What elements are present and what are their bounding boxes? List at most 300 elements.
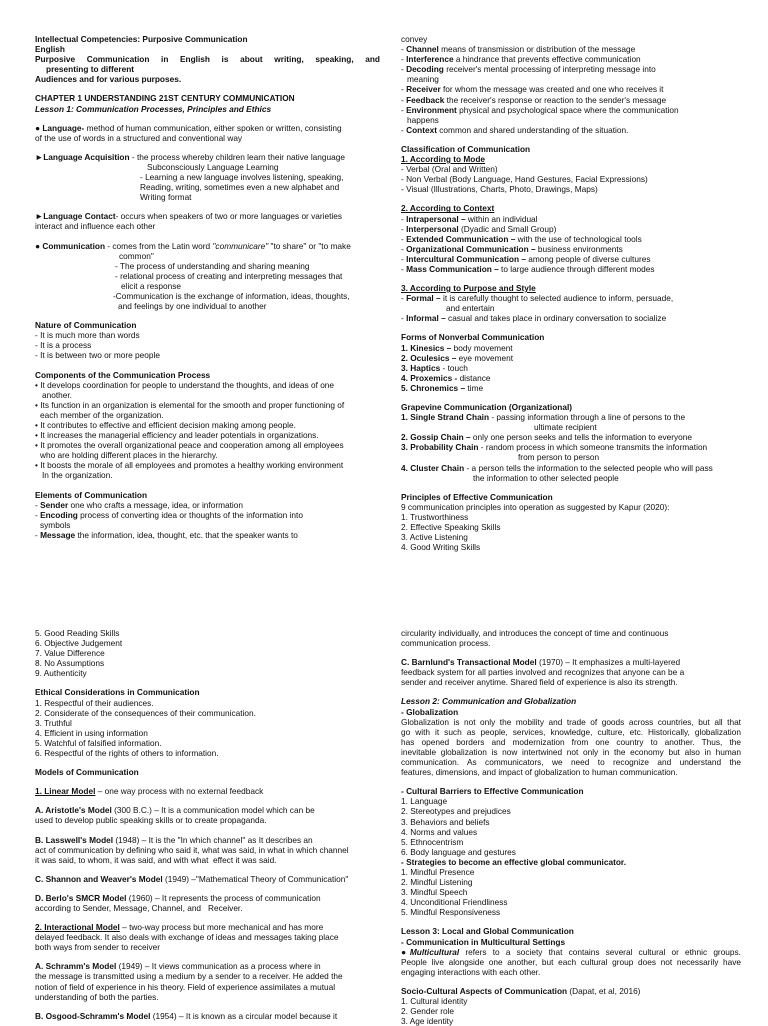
- text-run: (Dyadic and Small Group): [458, 223, 557, 234]
- text-line: [401, 532, 741, 542]
- text-line: [401, 84, 741, 94]
- text-line: [35, 74, 380, 84]
- text-line: [401, 512, 741, 522]
- text-run: only one person seeks and tells the information to everyone: [470, 432, 693, 443]
- bold-text-run: 1. Linear Model: [35, 786, 96, 797]
- text-run: 4. Norms and values: [401, 826, 478, 837]
- text-line: [401, 737, 741, 747]
- bold-text-run: Encoding: [40, 509, 78, 520]
- text-run: -: [35, 509, 41, 520]
- text-line: [35, 330, 380, 340]
- bold-text-run: Extended Communication –: [406, 233, 516, 244]
- page-2-left-column: [35, 628, 380, 1021]
- text-line: [401, 174, 741, 184]
- paragraph-spacer: [401, 977, 741, 986]
- text-line: [401, 696, 741, 706]
- text-line: [401, 857, 741, 867]
- text-run: circularity individually, and introduces the concept of time and continuous: [401, 628, 669, 638]
- text-run: it is carefully thought to selected audience to inform, persuade,: [440, 293, 674, 304]
- bold-text-run: Communication: [42, 240, 106, 251]
- paragraph-spacer: [401, 323, 741, 332]
- text-line: [35, 815, 380, 825]
- text-run: -: [401, 84, 407, 95]
- text-run: go with it such as people, services, knowledge, culture, etc. Historically, globalization: [401, 726, 741, 737]
- text-run: the information to other selected people: [473, 472, 619, 483]
- bold-text-run: Intellectual Competencies: Purposive Communication: [35, 34, 248, 44]
- text-run: 3. Mindful Speech: [401, 887, 468, 898]
- bold-text-run: 5. Chronemics –: [401, 382, 466, 393]
- text-run: ●: [35, 240, 43, 251]
- text-run: 6. Body language and gestures: [401, 846, 516, 857]
- text-line: [35, 93, 380, 103]
- text-line: [401, 283, 741, 293]
- text-run: - Learning a new language involves listening, speaking,: [140, 172, 344, 183]
- text-run: (300 B.C.) – It is a communication model which can be: [111, 805, 315, 816]
- text-run: one who crafts a message, idea, or information: [68, 499, 244, 510]
- text-line: [35, 500, 380, 510]
- text-line: [401, 817, 741, 827]
- text-run: -: [401, 64, 407, 75]
- text-line: [401, 54, 741, 64]
- text-line: [401, 727, 741, 737]
- text-line: [35, 658, 380, 668]
- text-line: [35, 251, 380, 261]
- paragraph-spacer: [35, 758, 380, 767]
- text-line: [35, 961, 380, 971]
- text-run: time: [465, 382, 484, 393]
- text-run: ●: [35, 122, 43, 133]
- text-run: act of communication by defining who said it, what was said, in what in which channel: [35, 844, 349, 855]
- text-run: casual and takes place in ordinary conversation to socialize: [445, 313, 667, 324]
- text-run: -: [401, 54, 407, 65]
- text-line: [35, 698, 380, 708]
- text-line: [35, 520, 380, 530]
- text-run: - Visual (Illustrations, Charts, Photo, Drawings, Maps): [401, 184, 598, 195]
- text-line: [401, 353, 741, 363]
- text-line: [401, 757, 741, 767]
- text-line: [35, 410, 380, 420]
- text-line: [35, 380, 380, 390]
- bold-text-run: Forms of Nonverbal Communication: [401, 332, 545, 343]
- paragraph-spacer: [35, 826, 380, 835]
- text-run: 1. Trustworthiness: [401, 511, 469, 522]
- text-run: – one way process with no external feedback: [95, 786, 264, 797]
- text-line: [401, 767, 741, 777]
- text-line: [401, 154, 741, 164]
- text-run: (1954) – It is known as a circular model because it: [150, 1010, 338, 1021]
- text-line: [401, 383, 741, 393]
- text-run: - random process in which someone transmits the information: [478, 442, 708, 453]
- text-line: [401, 402, 741, 412]
- text-line: [35, 340, 380, 350]
- text-run: Writing format: [140, 192, 192, 203]
- text-run: communication. As communicators, we need to recognize and understand the: [401, 757, 741, 768]
- text-run: - the process whereby children learn their native language: [129, 151, 345, 162]
- text-line: [35, 648, 380, 658]
- text-run: method of human communication, either spoken or written, consisting: [84, 122, 342, 133]
- text-run: -: [401, 253, 407, 264]
- text-line: [401, 847, 741, 857]
- text-line: [401, 937, 741, 947]
- text-line: [35, 64, 380, 74]
- text-line: [401, 907, 741, 917]
- text-line: [35, 172, 380, 182]
- text-run: notion of field of experience in his theory. Field of experience assimilates a mutual: [35, 981, 336, 992]
- bold-text-run: Grapevine Communication (Organizational): [401, 402, 573, 412]
- text-run: and entertain: [446, 303, 495, 314]
- text-run: -: [401, 44, 407, 55]
- text-line: [401, 363, 741, 373]
- bold-text-run: 1. According to Mode: [401, 154, 486, 165]
- text-line: [401, 432, 741, 442]
- page-2-right-column: [401, 628, 741, 1026]
- text-line: [35, 982, 380, 992]
- text-line: [35, 530, 380, 540]
- text-run: - touch: [440, 362, 468, 373]
- text-line: [35, 450, 380, 460]
- text-line: [35, 44, 380, 54]
- bold-text-run: 3. Probability Chain: [401, 442, 479, 453]
- text-line: [35, 874, 380, 884]
- text-run: (Dapat, et al, 2016): [567, 985, 641, 996]
- text-run: body movement: [451, 342, 513, 353]
- text-line: [401, 747, 741, 757]
- text-line: [401, 164, 741, 174]
- text-line: [35, 162, 380, 172]
- text-run: 5. Good Reading Skills: [35, 628, 120, 638]
- text-run: meaning: [407, 74, 439, 85]
- text-line: [35, 668, 380, 678]
- text-line: [401, 343, 741, 353]
- text-run: the receiver's response or reaction to the sender's message: [444, 94, 667, 105]
- text-line: [401, 44, 741, 54]
- text-line: [401, 412, 741, 422]
- text-run: from person to person: [518, 452, 600, 463]
- text-line: [401, 224, 741, 234]
- text-line: [401, 184, 741, 194]
- paragraph-spacer: [401, 648, 741, 657]
- bold-text-run: 2. Gossip Chain –: [401, 432, 471, 443]
- bold-text-run: Context: [406, 124, 437, 135]
- text-line: [35, 182, 380, 192]
- text-line: [35, 271, 380, 281]
- bold-text-run: Receiver: [406, 84, 441, 95]
- text-run: of the use of words in a structured and conventional way: [35, 132, 243, 143]
- text-run: 7. Value Difference: [35, 648, 105, 659]
- page-gap: [0, 600, 768, 622]
- text-run: -: [401, 124, 407, 135]
- text-line: [401, 1006, 741, 1016]
- text-run: - comes from the Latin word: [105, 240, 213, 251]
- text-run: each member of the organization.: [40, 409, 164, 420]
- text-run: elicit a response: [121, 280, 181, 291]
- text-line: [401, 214, 741, 224]
- text-run: 3. Truthful: [35, 717, 72, 728]
- text-run: -: [401, 104, 407, 115]
- bold-text-run: Intrapersonal –: [406, 213, 466, 224]
- text-run: 2. Considerate of the consequences of their communication.: [35, 707, 256, 718]
- bold-text-run: Decoding: [406, 64, 444, 75]
- text-run: -: [401, 233, 407, 244]
- text-run: -: [401, 243, 407, 254]
- text-line: [35, 400, 380, 410]
- text-line: [35, 281, 380, 291]
- text-run: - It is much more than words: [35, 330, 140, 341]
- text-line: [35, 291, 380, 301]
- text-line: [35, 786, 380, 796]
- text-run: to large audience through different modes: [498, 263, 655, 274]
- bold-text-run: Audiences and for various purposes.: [35, 74, 182, 85]
- bold-text-run: 4. Proxemics -: [401, 372, 458, 383]
- bold-text-run: Interpersonal: [406, 223, 459, 234]
- text-run: sender and receiver anytime. Shared field of experience is also its strength.: [401, 677, 678, 688]
- text-run: Reading, writing, sometimes even a new alphabet and: [140, 182, 340, 193]
- bold-text-run: Lesson 3: Local and Global Communication: [401, 926, 574, 937]
- paragraph-spacer: [401, 274, 741, 283]
- paragraph-spacer: [35, 1002, 380, 1011]
- bold-text-run: - Globalization: [401, 706, 459, 717]
- text-line: [401, 677, 741, 687]
- text-line: [401, 947, 741, 957]
- bold-text-run: English: [35, 44, 65, 55]
- text-run: inevitable globalization is now intertwined not only in the economy but also in human: [401, 746, 741, 757]
- text-run: according to Sender, Message, Channel, and Receiver.: [35, 902, 243, 913]
- text-run: People live alongside one another, but each cultural group does not necessarily have: [401, 956, 741, 967]
- bold-text-run: 2. Interactional Model: [35, 922, 120, 933]
- text-line: [401, 492, 741, 502]
- text-run: eye movement: [456, 352, 514, 363]
- text-line: [401, 144, 741, 154]
- text-line: [35, 845, 380, 855]
- bold-text-run: Elements of Communication: [35, 489, 148, 500]
- paragraph-spacer: [401, 777, 741, 786]
- text-run: • It boosts the morale of all employees and promotes a healthy working environment: [35, 460, 344, 471]
- text-run: and feelings by one individual to another: [118, 301, 267, 312]
- text-run: 6. Respectful of the rights of others to information.: [35, 748, 219, 759]
- text-run: understanding of both the parties.: [35, 991, 159, 1002]
- text-run: 9. Authenticity: [35, 668, 87, 679]
- bold-text-run: Socio-Cultural Aspects of Communication: [401, 985, 568, 996]
- text-line: [35, 728, 380, 738]
- text-line: [35, 638, 380, 648]
- text-run: ►: [35, 151, 44, 162]
- text-run: "to share" or "to make: [268, 240, 351, 251]
- text-run: the information, idea, thought, etc. that the speaker wants to: [75, 529, 298, 540]
- text-line: [35, 192, 380, 202]
- bold-text-run: Intercultural Communication –: [406, 253, 526, 264]
- text-line: [35, 835, 380, 845]
- paragraph-spacer: [35, 796, 380, 805]
- text-line: [35, 738, 380, 748]
- text-line: [35, 1011, 380, 1021]
- bold-text-run: 3. According to Purpose and Style: [401, 283, 536, 294]
- bold-text-run: C. Barnlund's Transactional Model: [401, 657, 537, 668]
- text-run: symbols: [40, 519, 71, 530]
- text-line: [35, 152, 380, 162]
- text-run: feedback system for all parties involved and recognizes that anyone can be a: [401, 667, 685, 678]
- paragraph-spacer: [35, 777, 380, 786]
- text-line: [35, 211, 380, 221]
- text-line: [35, 805, 380, 815]
- text-run: - a person tells the information to the selected people who will pass: [464, 462, 713, 473]
- text-line: [401, 422, 741, 432]
- text-line: [35, 932, 380, 942]
- text-line: [401, 657, 741, 667]
- text-run: engaging interactions with each other.: [401, 966, 541, 977]
- text-run: Subconsciously Language Learning: [147, 161, 279, 172]
- text-run: • It contributes to effective and efficient decision making among people.: [35, 420, 296, 430]
- text-run: 1. Respectful of their audiences.: [35, 697, 154, 708]
- text-line: [401, 115, 741, 125]
- text-line: [401, 786, 741, 796]
- text-run: -: [35, 499, 41, 510]
- paragraph-spacer: [401, 393, 741, 402]
- text-run: interact and influence each other: [35, 221, 156, 232]
- text-line: [401, 717, 741, 727]
- text-line: [35, 510, 380, 520]
- text-run: (1970) – It emphasizes a multi-layered: [536, 657, 681, 668]
- text-run: 4. Efficient in using information: [35, 727, 148, 738]
- text-run: – two-way process but more mechanical and has more: [119, 922, 324, 933]
- paragraph-spacer: [35, 114, 380, 123]
- bold-text-run: Classification of Communication: [401, 143, 531, 154]
- bold-text-run: 2. According to Context: [401, 203, 495, 214]
- text-line: [401, 806, 741, 816]
- text-run: -: [401, 223, 407, 234]
- text-line: [35, 767, 380, 777]
- text-line: [401, 887, 741, 897]
- paragraph-spacer: [35, 865, 380, 874]
- page-1-right-column: [401, 34, 741, 552]
- bold-text-run: 4. Cluster Chain: [401, 462, 465, 473]
- text-line: [401, 105, 741, 115]
- bold-text-run: D. Berlo's SMCR Model: [35, 892, 127, 903]
- text-line: [35, 893, 380, 903]
- text-line: [35, 718, 380, 728]
- text-line: [35, 350, 380, 360]
- text-line: [401, 264, 741, 274]
- text-line: [35, 470, 380, 480]
- text-line: [401, 967, 741, 977]
- paragraph-spacer: [401, 194, 741, 203]
- text-run: - Non Verbal (Body Language, Hand Gestures, Facial Expressions): [401, 174, 648, 185]
- text-line: [35, 708, 380, 718]
- text-run: the message is transmitted using a medium by a sender to a receiver. He added the: [35, 971, 343, 982]
- paragraph-spacer: [401, 687, 741, 696]
- text-run: both ways from sender to receiver: [35, 942, 160, 953]
- bold-text-run: - Strategies to become an effective global communicator.: [401, 856, 626, 867]
- text-line: [401, 373, 741, 383]
- text-line: [401, 996, 741, 1006]
- text-run: 6. Objective Judgement: [35, 638, 123, 649]
- text-run: distance: [457, 372, 491, 383]
- text-run: "communicare": [212, 240, 269, 251]
- bold-text-run: Environment: [406, 104, 457, 115]
- paragraph-spacer: [401, 483, 741, 492]
- text-run: who are holding different places in the hierarchy.: [40, 450, 218, 461]
- text-run: 1. Mindful Presence: [401, 866, 475, 877]
- text-run: -: [401, 313, 407, 324]
- text-run: communication process.: [401, 638, 491, 649]
- paragraph-spacer: [35, 143, 380, 152]
- text-line: [35, 490, 380, 500]
- text-line: [35, 54, 380, 64]
- bold-text-run: Components of the Communication Process: [35, 369, 211, 380]
- text-line: [401, 34, 741, 44]
- paragraph-spacer: [35, 913, 380, 922]
- text-line: [401, 707, 741, 717]
- text-run: 5. Mindful Responsiveness: [401, 907, 501, 918]
- text-run: • It increases the managerial efficiency and leader potentials in organizations.: [35, 430, 319, 441]
- text-line: [401, 293, 741, 303]
- text-line: [401, 313, 741, 323]
- text-run: among people of diverse cultures: [525, 253, 651, 264]
- bold-text-run: - Cultural Barriers to Effective Communication: [401, 786, 584, 797]
- text-line: [401, 234, 741, 244]
- text-run: has opened borders and modernization from one country to another. Thus, the: [401, 736, 741, 747]
- text-line: [401, 1016, 741, 1026]
- bold-text-run: presenting to different: [46, 64, 135, 75]
- bold-text-run: B. Osgood-Schramm's Model: [35, 1010, 151, 1021]
- text-run: used to develop public speaking skills or to create propaganda.: [35, 815, 267, 826]
- text-line: [35, 301, 380, 311]
- text-run: - The process of understanding and sharing meaning: [115, 260, 310, 271]
- text-line: [401, 95, 741, 105]
- text-line: [401, 796, 741, 806]
- text-line: [401, 203, 741, 213]
- text-run: means of transmission or distribution of the message: [438, 44, 636, 55]
- text-line: [35, 460, 380, 470]
- text-line: [401, 667, 741, 677]
- text-line: [401, 522, 741, 532]
- bold-text-run: 1. Kinesics –: [401, 342, 452, 353]
- text-line: [401, 463, 741, 473]
- text-line: [35, 221, 380, 231]
- bold-text-run: Models of Communication: [35, 767, 139, 778]
- bold-text-run: 2. Oculesics –: [401, 352, 457, 363]
- text-run: 2. Stereotypes and prejudices: [401, 806, 511, 817]
- bold-text-run: Mass Communication –: [406, 263, 499, 274]
- text-line: [401, 502, 741, 512]
- bold-text-run: Language Acquisition: [43, 151, 130, 162]
- text-run: common": [119, 250, 154, 261]
- bold-text-run: - Communication in Multicultural Settings: [401, 936, 566, 947]
- paragraph-spacer: [35, 232, 380, 241]
- text-run: -: [401, 94, 407, 105]
- text-run: common and shared understanding of the situation.: [436, 124, 629, 135]
- text-run: 2. Effective Speaking Skills: [401, 522, 501, 533]
- text-run: it was said, to whom, it was said, and with what effect it was said.: [35, 854, 277, 865]
- paragraph-spacer: [35, 481, 380, 490]
- text-line: [35, 971, 380, 981]
- bold-text-run: Formal –: [406, 293, 441, 304]
- text-run: refers to a society that contains several cultural or ethnic groups.: [459, 946, 741, 957]
- text-line: [401, 442, 741, 452]
- text-run: 3. Behaviors and beliefs: [401, 816, 490, 827]
- bold-text-run: C. Shannon and Weaver's Model: [35, 873, 163, 884]
- bold-text-run: Language Contact: [43, 211, 116, 222]
- text-run: convey: [401, 34, 428, 44]
- text-run: 2. Mindful Listening: [401, 877, 473, 888]
- text-line: [35, 922, 380, 932]
- text-line: [401, 897, 741, 907]
- text-line: [401, 628, 741, 638]
- text-line: [35, 241, 380, 251]
- text-run: - relational process of creating and interpreting messages that: [115, 270, 343, 281]
- text-run: • It promotes the overall organizational peace and cooperation among all employees: [35, 440, 344, 451]
- bold-text-run: Informal –: [406, 313, 446, 324]
- bold-text-run: Message: [40, 529, 76, 540]
